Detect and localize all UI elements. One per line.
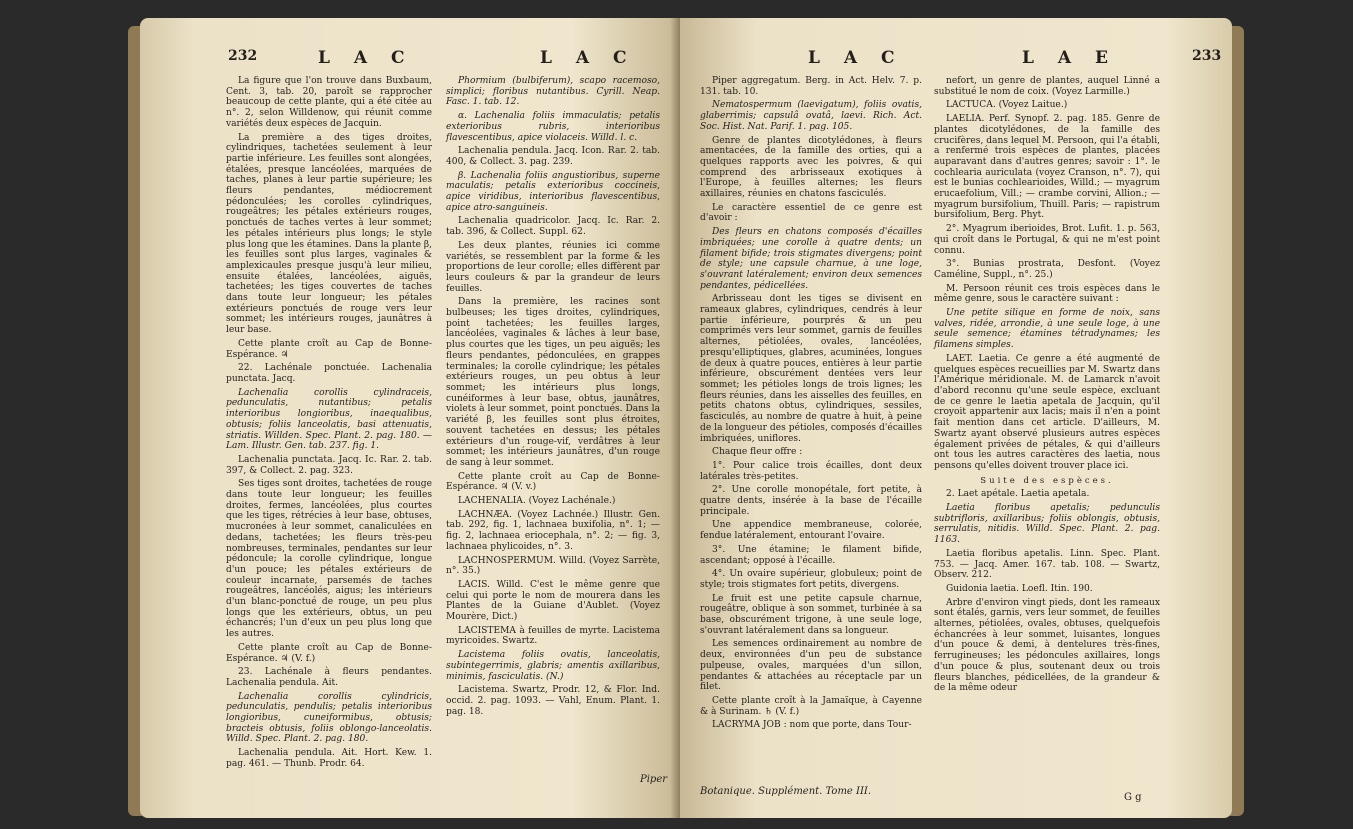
catchword: Piper — [640, 774, 668, 785]
paragraph: Genre de plantes dicotylédones, à fleurs amentacées, de la famille des orties, qui a quelques rapports avec les poivres, & qui comprend des arbrisseaux exotiques à l'Europe, à feuilles alternes; les fleurs axillaires, réunies en chatons fasciculés. — [700, 135, 922, 200]
left-page-column-2 — [446, 76, 660, 720]
right-page-number: 233 — [1192, 48, 1222, 64]
paragraph: Une petite silique en forme de noix, sans valves, ridée, arrondie, à une seule loge, à une seule semence; étamines tétradynames; les filamens simples. — [934, 308, 1160, 351]
paragraph: Lachenalia pendula. Ait. Hort. Kew. 1. pag. 461. — Thunb. Prodr. 64. — [226, 748, 432, 769]
paragraph: 4°. Un ovaire supérieur, globuleux; point de style; trois stigmates fort petits, divergens. — [700, 569, 922, 590]
paragraph: 2°. Myagrum iberioides, Brot. Lufit. 1. p. 563, qui croît dans le Portugal, & qui ne m'est point connu. — [934, 224, 1160, 256]
paragraph: Lachenalia punctata. Jacq. Ic. Rar. 2. tab. 397, & Collect. 2. pag. 323. — [226, 454, 432, 476]
right-page-edge — [1230, 26, 1244, 816]
right-running-head-col2: L A E — [1022, 48, 1117, 68]
paragraph: β. Lachenalia foliis angustioribus, superne maculatis; petalis exterioribus coccineis, apice viridibus, interioribus flavescentibus, apice atro-sanguineis. — [446, 170, 660, 213]
paragraph: 2°. Une corolle monopétale, fort petite, à quatre dents, insérée à la base de l'écaille principale. — [700, 485, 922, 517]
left-page-column-1 — [226, 76, 432, 773]
paragraph: Lachenalia corollis cylindraceis, pedunculatis, nutantibus; petalis interioribus longioribus, inaequalibus, obtusis; foliis lanceolatis, basi attenuatis, striatis. Willden. Spec. Plant. 2. pag. 180. — Lam. Illustr. Gen. tab. 237. fig. 1. — [226, 387, 432, 452]
left-running-head-col2: L A C — [540, 48, 636, 68]
open-book — [140, 18, 1232, 818]
paragraph: Lachenalia pendula. Jacq. Icon. Rar. 2. tab. 400, & Collect. 3. pag. 239. — [446, 146, 660, 167]
paragraph: Dans la première, les racines sont bulbeuses; les tiges droites, cylindriques, point tachetées; les feuilles larges, lancéolées, vaginales & lâches à leur base, plus courtes que les tiges, un peu aiguës; les fleurs pendantes, pédonculées, en grappes terminales; la corolle cylindrique; les pétales extérieurs rouges, un peu obtus à leur sommet; les intérieurs plus longs, cunéiformes à leur base, obtus, jaunâtres, violets à leur sommet, point ponctués. Dans la variété β, les feuilles sont plus étroites, souvent tachetées en dessus; les pétales extérieurs d'un rouge-vif, verdâtres à leur sommet; les intérieurs jaunâtres, d'un rouge de sang à leur sommet. — [446, 297, 660, 468]
paragraph: 2. Laet apétale. Laetia apetala. — [946, 489, 1090, 500]
paragraph: Guidonia laetia. Loefl. Itin. 190. — [946, 583, 1093, 594]
paragraph: Lacistema foliis ovatis, lanceolatis, subintegerrimis, glabris; amentis axillaribus, minimis, fasciculatis. (N.) — [446, 650, 660, 682]
paragraph: Ses tiges sont droites, tachetées de rouge dans toute leur longueur; les feuilles droites, fermes, lancéolées, plus courtes que les tiges, rétrécies à leur base, obtuses, mucronées à leur sommet, canaliculées en dedans, tachetées; les fleurs très-peu nombreuses, terminales, pendantes sur leur pédoncule; la corolle cylindrique, longue d'un pouce; les pétales extérieurs de couleur incarnate, parsemés de taches rougeâtres, lancéolés, aigus; les intérieurs d'un blanc-ponctué de rouge, un peu plus longs que les extérieurs, obtus, un peu échancrés; l'un d'eux un peu plus long que les autres. — [226, 479, 432, 640]
paragraph: Arbre d'environ vingt pieds, dont les rameaux sont étalés, garnis, vers leur sommet, de feuilles alternes, pétiolées, ovales, obtuses, quelquefois échancrées à leur sommet, luisantes, longues d'un pouce & demi, à dentelures très-fines, ferrugineuses; les pédoncules axillaires, longs d'un pouce & plus, soutenant deux ou trois fleurs blanches, pédicellées, de la grandeur & de la même odeur — [934, 597, 1160, 694]
paragraph: LACTUCA. (Voyez Laitue.) — [946, 100, 1068, 111]
paragraph: LACISTEMA à feuilles de myrte. Lacistema myricoides. Swartz. — [446, 625, 660, 647]
paragraph: LACRYMA JOB : nom que porte, dans Tour- — [712, 720, 912, 731]
paragraph: 1°. Pour calice trois écailles, dont deux latérales très-petites. — [700, 460, 922, 482]
paragraph: LAET. Laetia. Ce genre a été augmenté de quelques espèces recueillies par M. Swartz dans l'Amérique méridionale. M. de Lamarck n'avoit d'abord reconnu qu'une seule espèce, excluant de ce genre le laetia apetala de Jacquin, qu'il croyoit appartenir aux lacis; mais il n'en a point fait mention dans cet article. D'ailleurs, M. Swartz ayant observé plusieurs autres espèces également privées de pétales, & qui d'ailleurs ont tous les autres caractères des laetia, nous pensons qu'elles doivent trouver place ici. — [934, 353, 1160, 471]
paragraph: Cette plante croît à la Jamaïque, à Cayenne & à Surinam. ♄ (V. f.) — [700, 695, 922, 717]
paragraph: Nematospermum (laevigatum), foliis ovatis, glaberrimis; capsulâ ovatâ, laevi. Rich. Act. Soc. Hist. Nat. Parif. 1. pag. 105. — [700, 100, 922, 132]
paragraph: LAELIA. Perf. Synopf. 2. pag. 185. Genre de plantes dicotylédones, de la famille des crucifères, dans lequel M. Persoon, qui l'a établi, a renfermé trois espèces de plantes, placées auparavant dans d'autres genres; savoir : 1°. le cochlearia auriculata (voyez Cranson, n°. 7), qui est le bunias cochlearioides, Willd.; — myagrum erucaefolium, Vill.; — crambe corvini, Allion.; — myagrum bursifolium, Thuill. Paris; — rapistrum bursifolium, Berg. Phyt. — [934, 114, 1160, 221]
left-page-number: 232 — [228, 48, 258, 64]
paragraph: LACHENALIA. (Voyez Lachénale.) — [458, 496, 616, 507]
paragraph: Lacistema. Swartz, Prodr. 12, & Flor. Ind. occid. 2. pag. 1093. — Vahl, Enum. Plant. 1. pag. 18. — [446, 685, 660, 717]
paragraph: Une appendice membraneuse, colorée, fendue latéralement, entourant l'ovaire. — [700, 520, 922, 542]
paragraph: Le fruit est une petite capsule charnue, rougeâtre, oblique à son sommet, turbinée à sa base, obscurément trigone, à une seule loge, s'ouvrant latéralement dans sa longueur. — [700, 593, 922, 636]
left-running-head-col1: L A C — [318, 48, 414, 68]
paragraph: LACHNOSPERMUM. Willd. (Voyez Sarrète, n°. 35.) — [446, 555, 660, 577]
paragraph: LACHNÆA. (Voyez Lachnée.) Illustr. Gen. tab. 292, fig. 1, lachnaea buxifolia, n°. 1; — fig. 2, lachnaea eriocephala, n°. 2; — fig. 3, lachnaea phylicoides, n°. 3. — [446, 509, 660, 552]
paragraph: Laetia floribus apetalis. Linn. Spec. Plant. 753. — Jacq. Amer. 167. tab. 108. — Swartz, Observ. 212. — [934, 548, 1160, 581]
paragraph: La première a des tiges droites, cylindriques, tachetées seulement à leur partie inférieure. Les feuilles sont alongées, étalées, presque lancéolées, marquées de taches, planes à leur partie supérieure; les fleurs pendantes, médiocrement pédonculées; les corolles cylindriques, rougeâtres; les pétales extérieurs rouges, ponctués de taches vertes à leur sommet; les pétales intérieurs plus longs; le style plus long que les étamines. Dans la plante β, les feuilles sont plus larges, vaginales & amplexicaules presque jusqu'à leur milieu, ensuite étalées, lancéolées, aiguës, tachetées; les tiges couvertes de taches dans toute leur longueur; les pétales extérieurs ponctués de rouge vers leur sommet; les intérieurs rouges, jaunâtres à leur base. — [226, 132, 432, 336]
right-page-column-1 — [700, 76, 922, 734]
paragraph: Les deux plantes, réunies ici comme variétés, se ressemblent par la forme & les proportions de leur corolle; elles diffèrent par leurs couleurs & par la grandeur de leurs feuilles. — [446, 240, 660, 294]
paragraph: Les semences ordinairement au nombre de deux, environnées d'un peu de substance pulpeuse, ovales, marquées d'un sillon, pendantes & attachées au réceptacle par un filet. — [700, 639, 922, 693]
paragraph: Cette plante croît au Cap de Bonne-Espérance. ♃ — [226, 338, 432, 360]
paragraph: 23. Lachénale à fleurs pendantes. Lachenalia pendula. Ait. — [226, 667, 432, 688]
paragraph: Phormium (bulbiferum), scapo racemoso, simplici; floribus nutantibus. Cyrill. Neap. Fasc. 1. tab. 12. — [446, 76, 660, 108]
paragraph: Le caractère essentiel de ce genre est d'avoir : — [700, 202, 922, 224]
paragraph: Des fleurs en chatons composés d'écailles imbriquées; une corolle à quatre dents; un filament bifide; trois stigmates divergens; point de style; une capsule charnue, à une loge, s'ouvrant latéralement; environ deux semences pendantes, pédicellées. — [700, 227, 922, 291]
paragraph: Cette plante croît au Cap de Bonne-Espérance. ♃ (V. f.) — [226, 642, 432, 664]
paragraph: 22. Lachénale ponctuée. Lachenalia punctata. Jacq. — [226, 363, 432, 384]
left-page — [140, 18, 680, 818]
paragraph: Piper aggregatum. Berg. in Act. Helv. 7. p. 131. tab. 10. — [700, 76, 922, 97]
paragraph: 3°. Une étamine; le filament bifide, ascendant; opposé à l'écaille. — [700, 544, 922, 566]
right-page — [680, 18, 1232, 818]
paragraph: 3°. Bunias prostrata, Desfont. (Voyez Caméline, Suppl., n°. 25.) — [934, 259, 1160, 280]
paragraph: M. Persoon réunit ces trois espèces dans le même genre, sous le caractère suivant : — [934, 283, 1160, 305]
signature-mark: G g — [1124, 792, 1142, 803]
paragraph: LACIS. Willd. C'est le même genre que celui qui porte le nom de mourera dans les Plantes de la Guiane d'Aublet. (Voyez Mourère, Dict.) — [446, 579, 660, 623]
right-page-column-2 — [934, 76, 1160, 697]
volume-footer: Botanique. Supplément. Tome III. — [700, 786, 872, 797]
paragraph: Lachenalia corollis cylindricis, pedunculatis, pendulis; petalis interioribus longioribus, cuneiformibus, obtusis; bracteis obtusis, foliis oblongo-lanceolatis. Willd. Spec. Plant. 2. pag. 180. — [226, 691, 432, 745]
paragraph: Lachenalia quadricolor. Jacq. Ic. Rar. 2. tab. 396, & Collect. Suppl. 62. — [446, 216, 660, 238]
paragraph: Laetia floribus apetalis; pedunculis subtrifloris, axillaribus; foliis oblongis, obtusis, serrulatis, nitidis. Willd. Spec. Plant. 2. pag. 1163. — [934, 503, 1160, 546]
paragraph: La figure que l'on trouve dans Buxbaum, Cent. 3, tab. 20, paroît se rapprocher beaucoup de cette plante, qui a été citée au n°. 2, selon Willdenow, qui réunit comme variétés deux espèces de Jacquin. — [226, 76, 432, 129]
paragraph: Suite des espèces. — [980, 475, 1114, 486]
paragraph: α. Lachenalia foliis immaculatis; petalis exterioribus rubris, interioribus flavescentibus, apice violaceis. Willd. l. c. — [446, 111, 660, 143]
paragraph: nefort, un genre de plantes, auquel Linné a substitué le nom de coix. (Voyez Larmille.) — [934, 76, 1160, 97]
paragraph: Chaque fleur offre : — [712, 447, 803, 458]
paragraph: Arbrisseau dont les tiges se divisent en rameaux glabres, cylindriques, cendrés à leur partie inférieure, pourprés & un peu comprimés vers leur sommet, garnis de feuilles alternes, pétiolées, ovales, lancéolées, presqu'elliptiques, glabres, acuminées, longues de deux à quatre pouces, entières à leur partie inférieure, obscurément dentées vers leur sommet; les pétioles longs de trois lignes; les fleurs réunies, dans les aisselles des feuilles, en petits chatons obtus, cylindriques, sessiles, fasciculés, au nombre de quatre à huit, à peine de la longueur des pétioles, composés d'écailles imbriquées, uniflores. — [700, 294, 922, 444]
right-running-head-col1: L A C — [808, 48, 904, 68]
paragraph: Cette plante croît au Cap de Bonne-Espérance. ♃ (V. v.) — [446, 471, 660, 493]
